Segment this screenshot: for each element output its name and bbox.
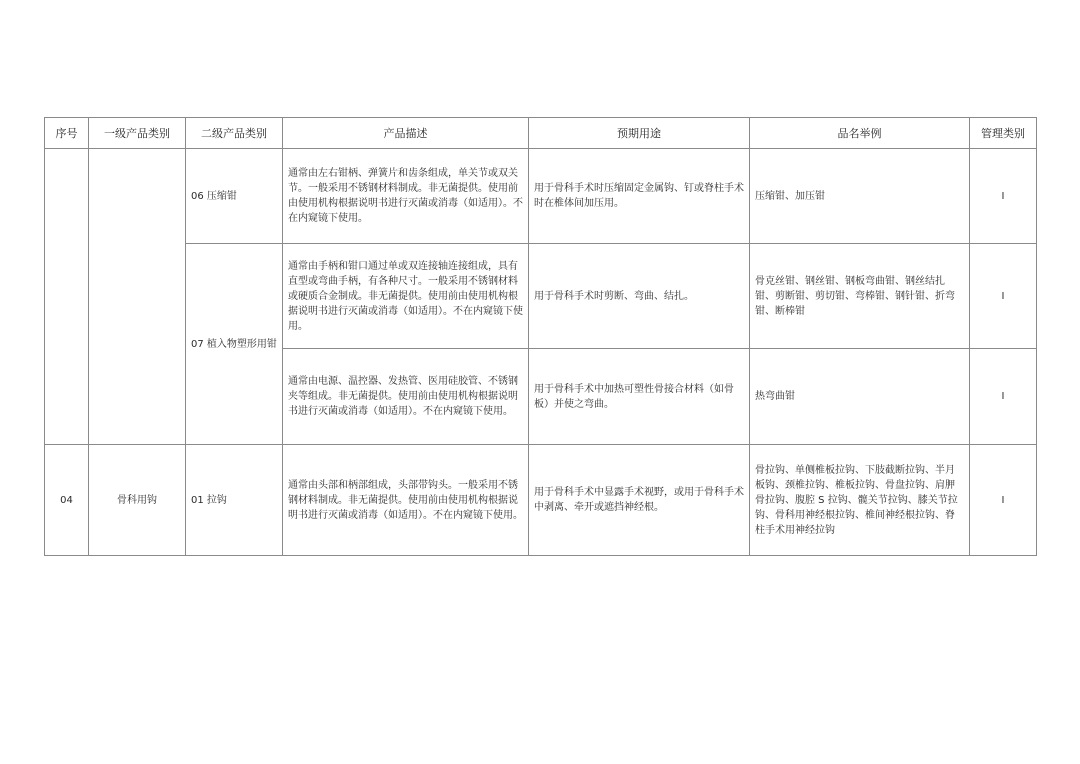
row-class: I bbox=[970, 445, 1037, 556]
row-examples: 骨拉钩、单侧椎板拉钩、下肢截断拉钩、半月板钩、颈椎拉钩、椎板拉钩、骨盘拉钩、肩胛骨拉钩、腹腔 S 拉钩、髋关节拉钩、膝关节拉钩、骨科用神经根拉钩、椎间神经根拉钩、脊柱手术用神经拉钩 bbox=[750, 445, 970, 556]
header-examples: 品名举例 bbox=[750, 118, 970, 149]
row-category1 bbox=[89, 149, 186, 445]
row-category2: 07 植入物塑形用钳 bbox=[186, 244, 283, 445]
row-number: 04 bbox=[45, 445, 89, 556]
header-description: 产品描述 bbox=[283, 118, 529, 149]
row-use: 用于骨科手术中加热可塑性骨接合材料（如骨板）并使之弯曲。 bbox=[529, 349, 750, 445]
row-examples: 骨克丝钳、钢丝钳、钢板弯曲钳、钢丝结扎钳、剪断钳、剪切钳、弯棒钳、钢针钳、折弯钳、断棒钳 bbox=[750, 244, 970, 349]
row-class: I bbox=[970, 149, 1037, 244]
row-examples: 热弯曲钳 bbox=[750, 349, 970, 445]
table-row bbox=[45, 244, 1037, 349]
row-description: 通常由左右钳柄、弹簧片和齿条组成，单关节或双关节。一般采用不锈钢材料制成。非无菌提供。使用前由使用机构根据说明书进行灭菌或消毒（如适用）。不在内窥镜下使用。 bbox=[283, 149, 529, 244]
header-row bbox=[45, 118, 1037, 149]
row-category2: 01 拉钩 bbox=[186, 445, 283, 556]
row-category1: 骨科用钩 bbox=[89, 445, 186, 556]
row-category2: 06 压缩钳 bbox=[186, 149, 283, 244]
row-description: 通常由手柄和钳口通过单或双连接轴连接组成，具有直型或弯曲手柄，有各种尺寸。一般采用不锈钢材料或硬质合金制成。非无菌提供。使用前由使用机构根据说明书进行灭菌或消毒（如适用）。不在内窥镜下使用。 bbox=[283, 244, 529, 349]
row-description: 通常由头部和柄部组成，头部带钩头。一般采用不锈钢材料制成。非无菌提供。使用前由使用机构根据说明书进行灭菌或消毒（如适用）。不在内窥镜下使用。 bbox=[283, 445, 529, 556]
row-use: 用于骨科手术中显露手术视野，或用于骨科手术中剥离、牵开或遮挡神经根。 bbox=[529, 445, 750, 556]
table-row bbox=[45, 149, 1037, 244]
row-number bbox=[45, 149, 89, 445]
header-class: 管理类别 bbox=[970, 118, 1037, 149]
classification-table bbox=[44, 117, 1037, 556]
header-category2: 二级产品类别 bbox=[186, 118, 283, 149]
row-description: 通常由电源、温控器、发热管、医用硅胶管、不锈钢夹等组成。非无菌提供。使用前由使用机构根据说明书进行灭菌或消毒（如适用）。不在内窥镜下使用。 bbox=[283, 349, 529, 445]
header-use: 预期用途 bbox=[529, 118, 750, 149]
row-use: 用于骨科手术时压缩固定金属钩、钉或脊柱手术时在椎体间加压用。 bbox=[529, 149, 750, 244]
row-examples: 压缩钳、加压钳 bbox=[750, 149, 970, 244]
row-class: I bbox=[970, 244, 1037, 349]
row-class: I bbox=[970, 349, 1037, 445]
header-category1: 一级产品类别 bbox=[89, 118, 186, 149]
row-use: 用于骨科手术时剪断、弯曲、结扎。 bbox=[529, 244, 750, 349]
table-row bbox=[45, 445, 1037, 556]
header-number: 序号 bbox=[45, 118, 89, 149]
